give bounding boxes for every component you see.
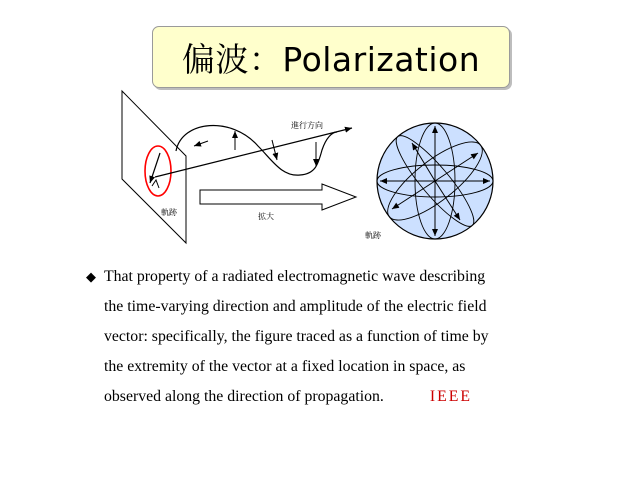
expansion-arrow: [200, 184, 356, 210]
definition-line: [104, 382, 566, 412]
wave-curve: [176, 126, 337, 176]
wave-vector: [194, 141, 208, 146]
source-label: IEEE: [429, 388, 473, 405]
observation-plane: [122, 91, 186, 243]
definition-text: [86, 262, 566, 412]
definition-line: [86, 262, 566, 292]
expansion-label: 拡大: [258, 212, 274, 221]
slide-title: 偏波：Polarization: [181, 39, 481, 79]
definition-line: the time-varying direction and amplitude of the electric field: [104, 298, 487, 315]
definition-line: vector: specifically, the figure traced as a function of time by: [104, 328, 489, 345]
propagation-direction-label: 進行方向: [291, 121, 323, 130]
definition-line: the extremity of the vector at a fixed location in space, as: [104, 358, 466, 375]
definition-line-text: That property of a radiated electromagnetic wave describing: [104, 268, 486, 285]
trajectory-label-right: 軌跡: [365, 231, 381, 240]
trajectory-label-left: 軌跡: [161, 208, 177, 217]
bullet-diamond-icon: ◆: [86, 269, 96, 284]
wave-vector: [272, 140, 277, 160]
definition-line-text: observed along the direction of propagation.: [104, 388, 384, 405]
